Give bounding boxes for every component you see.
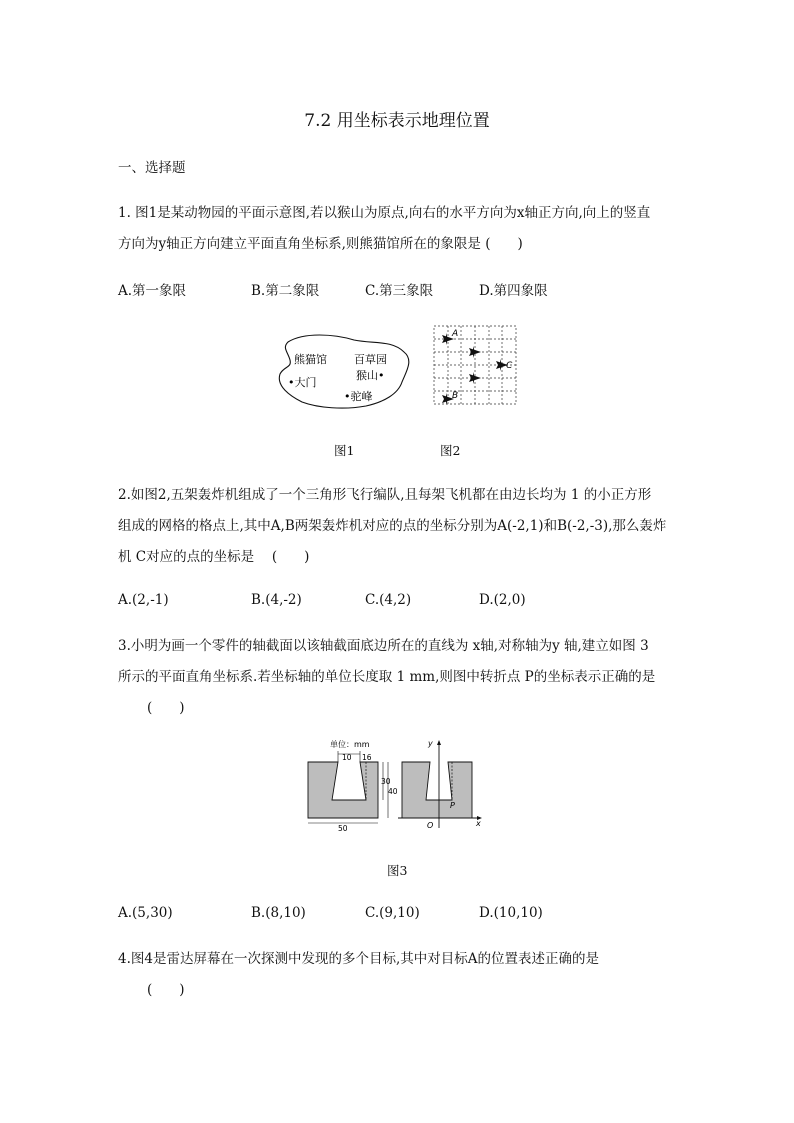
q2-option-b: B.(4,-2) [251, 592, 302, 608]
origin-label: O [427, 821, 434, 830]
q4-line1: 4.图4是雷达屏幕在一次探测中发现的多个目标,其中对目标A的位置表述正确的是 [118, 951, 600, 967]
q3-line2: 所示的平面直角坐标系.若坐标轴的单位长度取 1 mm,则图中转折点 P的坐标表示正确的是 [118, 669, 656, 685]
q2-line1: 2.如图2,五架轰炸机组成了一个三角形飞行编队,且每架飞机都在由边长均为 1 的小正方形 [118, 487, 652, 503]
right-part-shape [402, 762, 472, 818]
unit-label: 单位：mm [330, 740, 370, 749]
point-b-label: B [452, 391, 459, 401]
q2-line3: 机 C对应的点的坐标是 ( ) [118, 549, 310, 565]
dimension-30: 30 [381, 777, 391, 786]
point-c-label: C [506, 361, 513, 371]
q2-option-d: D.(2,0) [479, 592, 526, 608]
dimension-40: 40 [388, 787, 398, 796]
figure1-caption: 图1 [334, 443, 355, 458]
q1-line2: 方向为y轴正方向建立平面直角坐标系,则熊猫馆所在的象限是 ( ) [118, 236, 523, 252]
q4-line2: ( ) [147, 982, 185, 998]
x-axis-label: x [476, 819, 481, 828]
q3-line3: ( ) [147, 700, 185, 716]
left-part-shape [308, 762, 378, 818]
q3-line1: 3.小明为画一个零件的轴截面以该轴截面底边所在的直线为 x轴,对称轴为y 轴,建立如图 3 [118, 638, 649, 654]
zoo-map-figure [274, 330, 424, 412]
panda-house-label: 熊猫馆 [294, 353, 327, 366]
q1-option-b: B.第二象限 [251, 283, 320, 299]
q1-option-c: C.第三象限 [365, 283, 434, 299]
herb-garden-label: 百草园 [354, 353, 387, 366]
q1-option-d: D.第四象限 [479, 283, 548, 299]
gate-label: •大门 [288, 376, 317, 389]
camel-peak-label: •驼峰 [344, 390, 373, 403]
figure2-caption: 图2 [440, 443, 461, 458]
figure3-caption: 图3 [387, 863, 408, 878]
plane-grid-figure [432, 324, 518, 406]
page-title: 7.2 用坐标表示地理位置 [304, 111, 490, 131]
q1-option-a: A.第一象限 [118, 283, 187, 299]
point-a-label: A [452, 329, 459, 339]
q1-line1: 1. 图1是某动物园的平面示意图,若以猴山为原点,向右的水平方向为x轴正方向,向上的竖直 [118, 205, 651, 221]
q2-option-c: C.(4,2) [365, 592, 412, 608]
monkey-hill-label: 猴山• [356, 369, 385, 382]
q3-option-a: A.(5,30) [118, 905, 173, 921]
q3-option-d: D.(10,10) [479, 905, 543, 921]
q3-option-c: C.(9,10) [365, 905, 420, 921]
dimension-16: 16 [362, 753, 372, 762]
y-axis-label: y [428, 739, 433, 748]
q3-option-b: B.(8,10) [251, 905, 306, 921]
q2-line2: 组成的网格的格点上,其中A,B两架轰炸机对应的点的坐标分别为A(-2,1)和B(-2,-3),那么轰炸 [118, 518, 667, 534]
point-p-label: P [450, 801, 455, 810]
dimension-50: 50 [338, 824, 348, 833]
section-heading: 一、选择题 [118, 160, 186, 176]
dimension-10: 10 [342, 753, 352, 762]
q2-option-a: A.(2,-1) [118, 592, 169, 608]
part-section-figure [304, 736, 490, 834]
